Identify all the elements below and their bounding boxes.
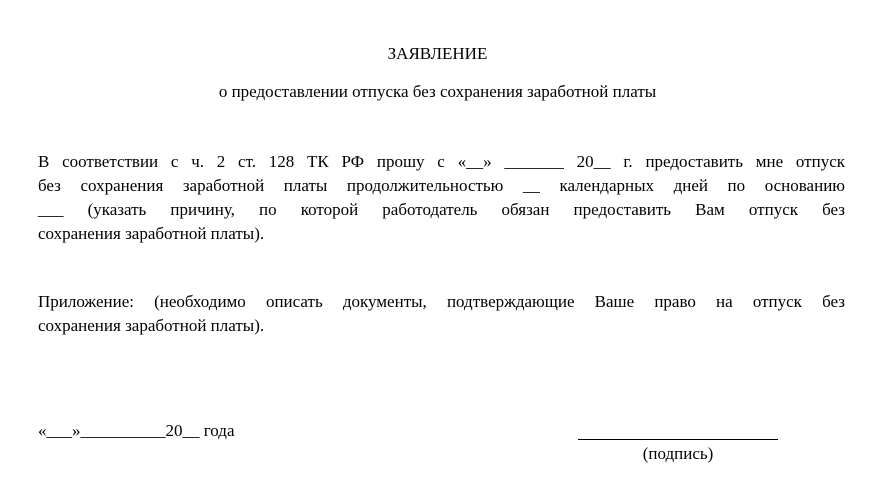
paragraph-line: без сохранения заработной платы продолжительностью __ календарных дней по основанию (38, 176, 845, 195)
paragraph-line: В соответствии с ч. 2 ст. 128 ТК РФ прошу с «__» _______ 20__ г. предоставить мне отпуск (38, 152, 845, 171)
document-subtitle: о предоставлении отпуска без сохранения заработной платы (218, 82, 657, 101)
paragraph-line: Приложение: (необходимо описать документы, подтверждающие Ваше право на отпуск без (38, 292, 845, 311)
attachment-paragraph (38, 290, 845, 338)
signature-label: (подпись) (642, 444, 714, 463)
document-title: ЗАЯВЛЕНИЕ (387, 44, 488, 63)
signature-line (578, 439, 778, 440)
paragraph-line: ___ (указать причину, по которой работодатель обязан предоставить Вам отпуск без (38, 200, 845, 219)
paragraph-line: сохранения заработной платы). (38, 316, 265, 335)
date-field: «___»__________20__ года (38, 421, 235, 440)
request-paragraph (38, 150, 845, 246)
paragraph-line: сохранения заработной платы). (38, 224, 265, 243)
